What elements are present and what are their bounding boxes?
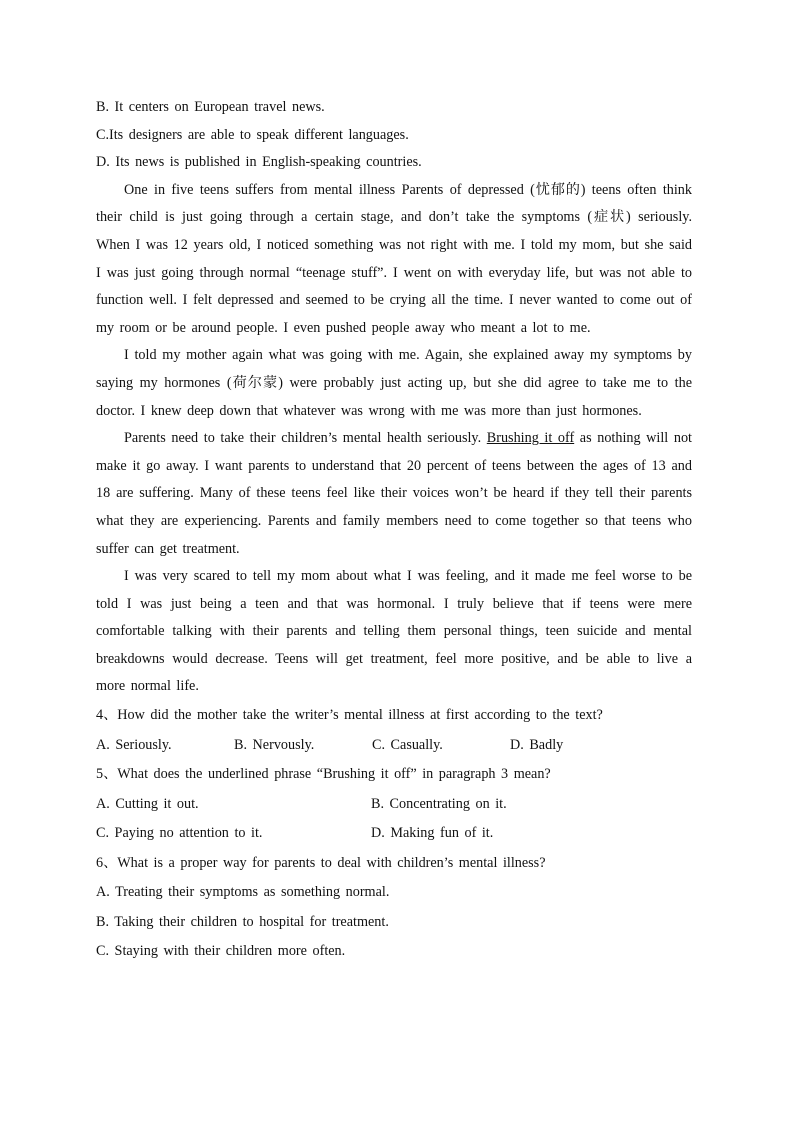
q5-option-b: B. Concentrating on it. [371, 795, 507, 812]
exam-page [96, 94, 692, 967]
paragraph-3-rest: as nothing will not make it go away. I want parents to understand that 20 percent of teens between the ages of 13 and 18 are suffering. Many of these teens feel like their voices won’t be heard if they tell their parents what they are experiencing. Parents and family members need to come together so that teens who suffer can get treatment. [96, 430, 692, 557]
q5-option-a: A. Cutting it out. [96, 795, 199, 812]
underlined-phrase: Brushing it off [486, 430, 575, 447]
q4-option-b: B. Nervously. [234, 736, 315, 753]
q5-option-c: C. Paying no attention to it. [96, 825, 263, 842]
question-5-stem: 5、What does the underlined phrase “Brushing it off” in paragraph 3 mean? [96, 766, 551, 783]
q4-option-a: A. Seriously. [96, 736, 172, 753]
prev-option-d: D. Its news is published in English-speaking countries. [96, 154, 422, 171]
prev-option-b: B. It centers on European travel news. [96, 99, 325, 115]
question-5-options-row-1 [96, 790, 692, 820]
passage-paragraph-1: One in five teens suffers from mental illness Parents of depressed (忧郁的) teens often think their child is just going through a certain stage, and don’t take the symptoms (症状) seriously. When I was 12 years old, I noticed something was not right with me. I told my mom, but she said I was just going through normal “teenage stuff”. I went on with everyday life, but was not able to function well. I felt depressed and seemed to be crying all the time. I never wanted to come out of my room or be around people. I even pushed people away who meant a lot to me. [96, 181, 692, 336]
passage-paragraph-2: I told my mother again what was going with me. Again, she explained away my symptoms by saying my hormones (荷尔蒙) were probably just acting up, but she did agree to take me to the doctor. I knew deep down that whatever was wrong with me was more than just hormones. [96, 347, 692, 419]
question-6-stem: 6、What is a proper way for parents to deal with children’s mental illness? [96, 854, 546, 871]
q6-option-b: B. Taking their children to hospital for treatment. [96, 913, 389, 930]
q4-option-d: D. Badly [510, 736, 564, 753]
prev-option-c: C.Its designers are able to speak different languages. [96, 126, 409, 143]
passage-paragraph-4: I was very scared to tell my mom about what I was feeling, and it made me feel worse to be told I was just being a teen and that was hormonal. I truly believe that if teens were mere comfortable talking with their parents and telling them personal things, teen suicide and mental breakdowns would decrease. Teens will get treatment, feel more positive, and be able to live a more normal life. [96, 568, 692, 695]
q6-option-a: A. Treating their symptoms as something normal. [96, 884, 390, 901]
question-4-options [96, 731, 692, 761]
passage-paragraph-3 [96, 425, 692, 563]
question-4-stem: 4、How did the mother take the writer’s mental illness at first according to the text? [96, 707, 603, 724]
q5-option-d: D. Making fun of it. [371, 825, 494, 842]
question-5-options-row-2 [96, 819, 692, 849]
q4-option-c: C. Casually. [372, 736, 443, 753]
paragraph-3-lead: Parents need to take their children’s mental health seriously. [124, 430, 487, 447]
q6-option-c: C. Staying with their children more often. [96, 943, 346, 960]
